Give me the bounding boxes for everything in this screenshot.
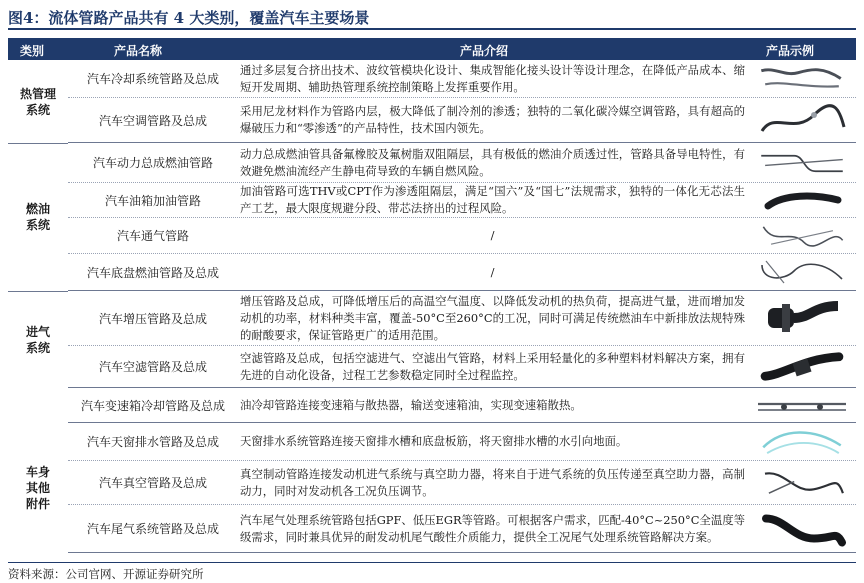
figure-title-bar bbox=[8, 4, 856, 30]
product-name: 汽车增压管路及总成 bbox=[98, 311, 207, 326]
chassis-fuel-line-icon bbox=[752, 257, 852, 287]
table-row bbox=[68, 461, 856, 505]
vacuum-line-icon bbox=[752, 464, 852, 501]
header-image: 产品示例 bbox=[766, 44, 815, 58]
vent-line-icon bbox=[752, 221, 852, 250]
sunroof-drain-icon bbox=[752, 426, 852, 457]
product-name: 汽车空滤管路及总成 bbox=[98, 360, 207, 374]
header-intro: 产品介绍 bbox=[460, 44, 509, 58]
table-row bbox=[68, 98, 856, 143]
product-name: 汽车尾气系统管路及总成 bbox=[86, 522, 219, 536]
table-row bbox=[68, 388, 856, 423]
ac-pipe-icon bbox=[752, 101, 852, 139]
product-name: 汽车通气管路 bbox=[116, 229, 189, 243]
turbo-pipe-icon bbox=[752, 294, 852, 342]
source-note: 资料来源：公司官网、开源证券研究所 bbox=[8, 567, 204, 581]
product-desc: 动力总成燃油管具备氟橡胶及氟树脂双阻隔层，具有极低的燃油介质透过性，管路具备导电特性，有效避免燃油流经产生静电荷导致的车辆自燃风险。 bbox=[240, 146, 745, 178]
product-name: 汽车天窗排水管路及总成 bbox=[86, 435, 219, 449]
table-row bbox=[68, 218, 856, 254]
header-category: 类别 bbox=[20, 44, 45, 58]
category-intake: 进气 系统 bbox=[25, 324, 50, 355]
product-desc: 真空制动管路连接发动机进气系统与真空助力器，将来自于进气系统的负压传递至真空助力器，高制动力，同时对发动机各工况负压调节。 bbox=[240, 466, 745, 498]
product-name: 汽车底盘燃油管路及总成 bbox=[86, 265, 219, 280]
product-desc: / bbox=[490, 228, 495, 242]
product-desc: / bbox=[490, 264, 495, 279]
product-name: 汽车冷却系统管路及总成 bbox=[86, 72, 219, 86]
category-fuel: 燃油 系统 bbox=[25, 202, 50, 232]
table-header bbox=[8, 38, 856, 60]
table-row bbox=[68, 60, 856, 98]
exhaust-pipe-icon bbox=[752, 508, 852, 549]
table-row bbox=[68, 423, 856, 461]
trans-cooler-line-icon bbox=[752, 391, 852, 419]
product-desc: 汽车尾气处理系统管路包括GPF、低压EGR等管路。可根据客户需求，匹配-40°C~250°C全温度等级需求，同时兼具优异的耐发动机尾气酸性介质能力，提供全工况尾气处理系统管路解决方案。 bbox=[240, 512, 745, 544]
product-desc: 采用尼龙材料作为管路内层，极大降低了制冷剂的渗透；独特的二氧化碳冷媒空调管路，具有超高的爆破压力和“零渗透”的产品特性，技术国内领先。 bbox=[240, 104, 745, 135]
product-desc: 空滤管路及总成，包括空滤进气、空滤出气管路，材料上采用轻量化的多种塑料材料解决方案，拥有先进的自动化设备，过程工艺参数稳定同时全过程监控。 bbox=[240, 350, 745, 382]
product-desc: 加油管路可选THV或CPT作为渗透阻隔层，满足“国六”及“国七”法规需求，独特的一体化无芯法生产工艺，最大限度规避分段、带芯法挤出的过程风险。 bbox=[240, 184, 745, 215]
table-row bbox=[68, 254, 856, 291]
category-body-accessories: 车身 其他 附件 bbox=[25, 465, 50, 511]
bottom-rule bbox=[8, 562, 856, 563]
product-desc: 通过多层复合挤出技术、波纹管模块化设计、集成智能化接头设计等设计理念，在降低产品成本、缩短开发周期、辅助热管理系统控制策略上发挥重要作用。 bbox=[240, 62, 745, 94]
product-desc: 增压管路及总成，可降低增压后的高温空气温度、以降低发动机的热负荷，提高进气量，进而增加发动机的功率，材料种类丰富，覆盖-50°C至260°C的工况，同时可满足传统燃油车中新排放法规特殊的耐酸要求，保证管路更广的适用范围。 bbox=[240, 293, 745, 342]
fuel-line-icon bbox=[752, 146, 852, 179]
table-row bbox=[68, 183, 856, 218]
table-row bbox=[68, 143, 856, 183]
coolant-hose-icon bbox=[752, 63, 852, 94]
table-row bbox=[68, 505, 856, 553]
table-row bbox=[68, 346, 856, 388]
product-desc: 天窗排水系统管路连接天窗排水槽和底盘板筋，将天窗排水槽的水引向地面。 bbox=[240, 434, 628, 448]
filler-hose-icon bbox=[752, 186, 852, 214]
category-thermal: 热管理 系统 bbox=[19, 86, 56, 117]
product-name: 汽车油箱加油管路 bbox=[104, 193, 201, 208]
header-name: 产品名称 bbox=[114, 44, 163, 58]
table-body bbox=[8, 60, 856, 560]
table-row bbox=[68, 291, 856, 346]
figure-title: 图4：流体管路产品共有 4 大类别，覆盖汽车主要场景 bbox=[8, 9, 370, 27]
title-rule bbox=[8, 28, 856, 30]
product-name: 汽车空调管路及总成 bbox=[98, 113, 207, 128]
product-name: 汽车真空管路及总成 bbox=[98, 476, 207, 490]
air-filter-duct-icon bbox=[752, 349, 852, 384]
product-name: 汽车变速箱冷却管路及总成 bbox=[80, 398, 225, 413]
product-desc: 油冷却管路连接变速箱与散热器，输送变速箱油，实现变速箱散热。 bbox=[240, 397, 582, 412]
product-name: 汽车动力总成燃油管路 bbox=[92, 156, 213, 170]
